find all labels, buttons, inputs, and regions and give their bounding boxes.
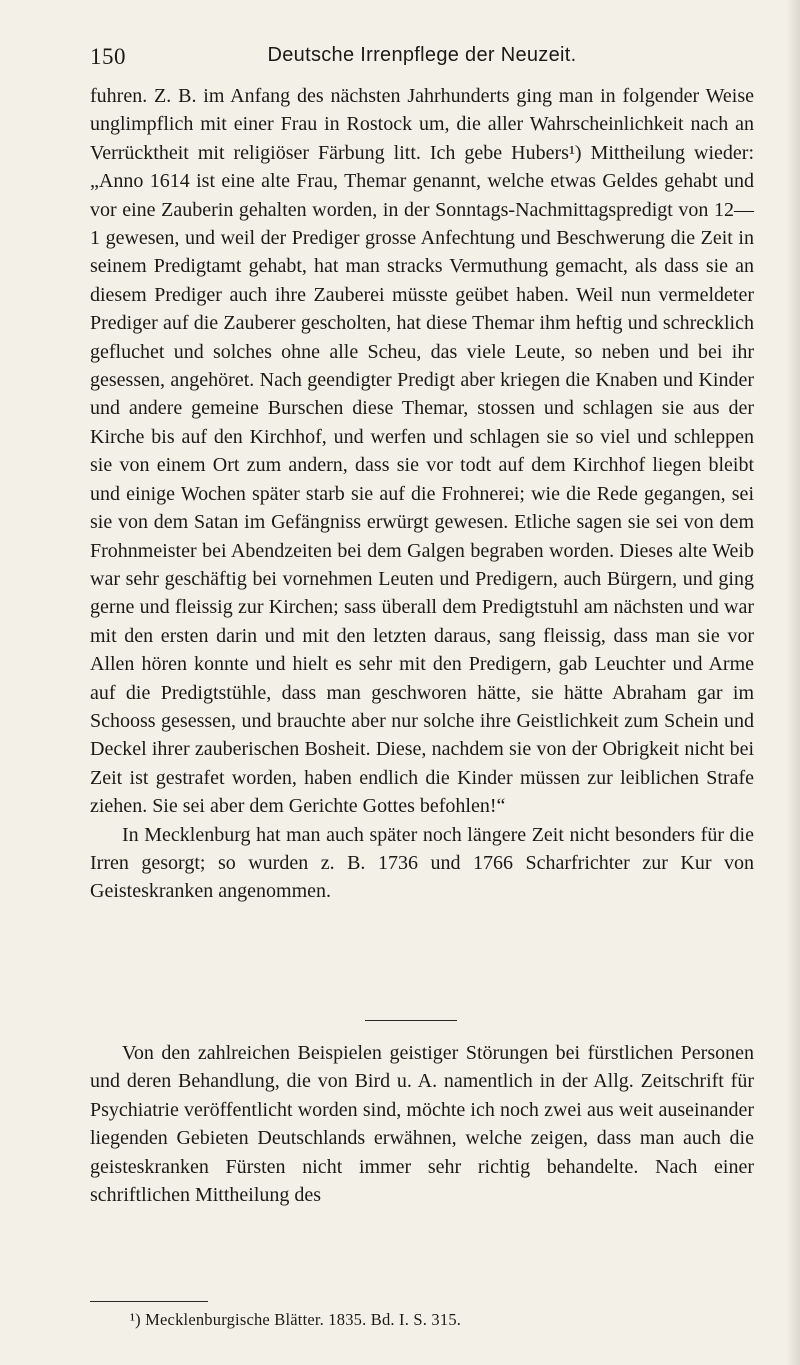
footnote: ¹) Mecklenburgische Blätter. 1835. Bd. I. S. 315. (130, 1310, 462, 1329)
footnote-rule (90, 1301, 208, 1302)
main-text-block (90, 82, 754, 906)
section-divider (365, 1020, 457, 1021)
paragraph-mecklenburg: In Mecklenburg hat man auch später noch längere Zeit nicht besonders für die Irren gesorgt; so wurden z. B. 1736 und 1766 Scharfrichter zur Kur von Geisteskranken angenommen. (90, 823, 754, 903)
page-number: 150 (90, 44, 126, 69)
running-head: Deutsche Irrenpflege der Neuzeit. (267, 44, 577, 66)
page-header (90, 44, 754, 74)
second-text-block (90, 1039, 754, 1209)
paragraph-princes: Von den zahlreichen Beispielen geistiger Störungen bei fürstlichen Personen und deren Behandlung, die von Bird u. A. namentlich in der Allg. Zeitschrift für Psychiatrie veröffentlicht worden sind, möchte ich noch zwei aus weit auseinander liegenden Gebieten Deutschlands erwähnen, welche zeigen, dass man auch die geisteskranken Fürsten nicht immer sehr richtig behandelte. Nach einer schriftlichen Mittheilung des (90, 1042, 754, 1207)
paragraph-continued: fuhren. Z. B. im Anfang des nächsten Jahrhunderts ging man in folgender Weise unglimpflich mit einer Frau in Rostock um, die aller Wahrscheinlichkeit nach an Verrücktheit mit religiöser Färbung litt. Ich gebe Hubers¹) Mittheilung wieder: „Anno 1614 ist eine alte Frau, Themar genannt, welche etwas Geldes gehabt und vor eine Zauberin gehalten worden, in der Sonntags-Nachmittagspredigt von 12—1 gewesen, und weil der Prediger grosse Anfechtung und Beschwerung die Zeit in seinem Predigtamt gehabt, hat man stracks Vermuthung gemacht, als dass sie an diesem Prediger auch ihre Zauberei müsste geübet haben. Weil nun vermeldeter Prediger auf die Zauberer gescholten, hat diese Themar ihm heftig und schrecklich gefluchet und solches ohne alle Scheu, das viele Leute, so neben und bei ihr gesessen, angehöret. Nach geendigter Predigt aber kriegen die Knaben und Kinder und andere gemeine Burschen diese Themar, stossen und schlagen sie aus der Kirche bis auf den Kirchhof, und werfen und schlagen sie so viel und schleppen sie von einem Ort zum andern, dass sie vor todt auf dem Kirchhof liegen bleibt und einige Wochen später starb sie auf die Frohnerei; wie die Rede gegangen, sei sie von dem Satan im Gefängniss erwürgt gewesen. Etliche sagen sie sei von dem Frohnmeister bei Abendzeiten bei dem Galgen begraben worden. Dieses alte Weib war sehr geschäftig bei vornehmen Leuten und Predigern, auch Bürgern, und ging gerne und fleissig zur Kirchen; sass überall dem Predigtstuhl am nächsten und war mit den ersten darin und mit den letzten daraus, sang fleissig, dass man sie vor Allen hören konnte und hielt es sehr mit den Predigern, gab Leuchter und Arme auf die Predigtstühle, dass man geschworen hätte, sie hätte Abraham gar im Schooss gesessen, und brauchte aber nur solche ihre Geistlichkeit zum Schein und Deckel ihrer zauberischen Bosheit. Diese, nachdem sie von der Obrigkeit nicht bei Zeit ist gestrafet worden, haben endlich die Kinder müssen zur leiblichen Strafe ziehen. Sie sei aber dem Gerichte Gottes befohlen!“ (90, 85, 754, 818)
page-edge-shadow (786, 0, 800, 1365)
